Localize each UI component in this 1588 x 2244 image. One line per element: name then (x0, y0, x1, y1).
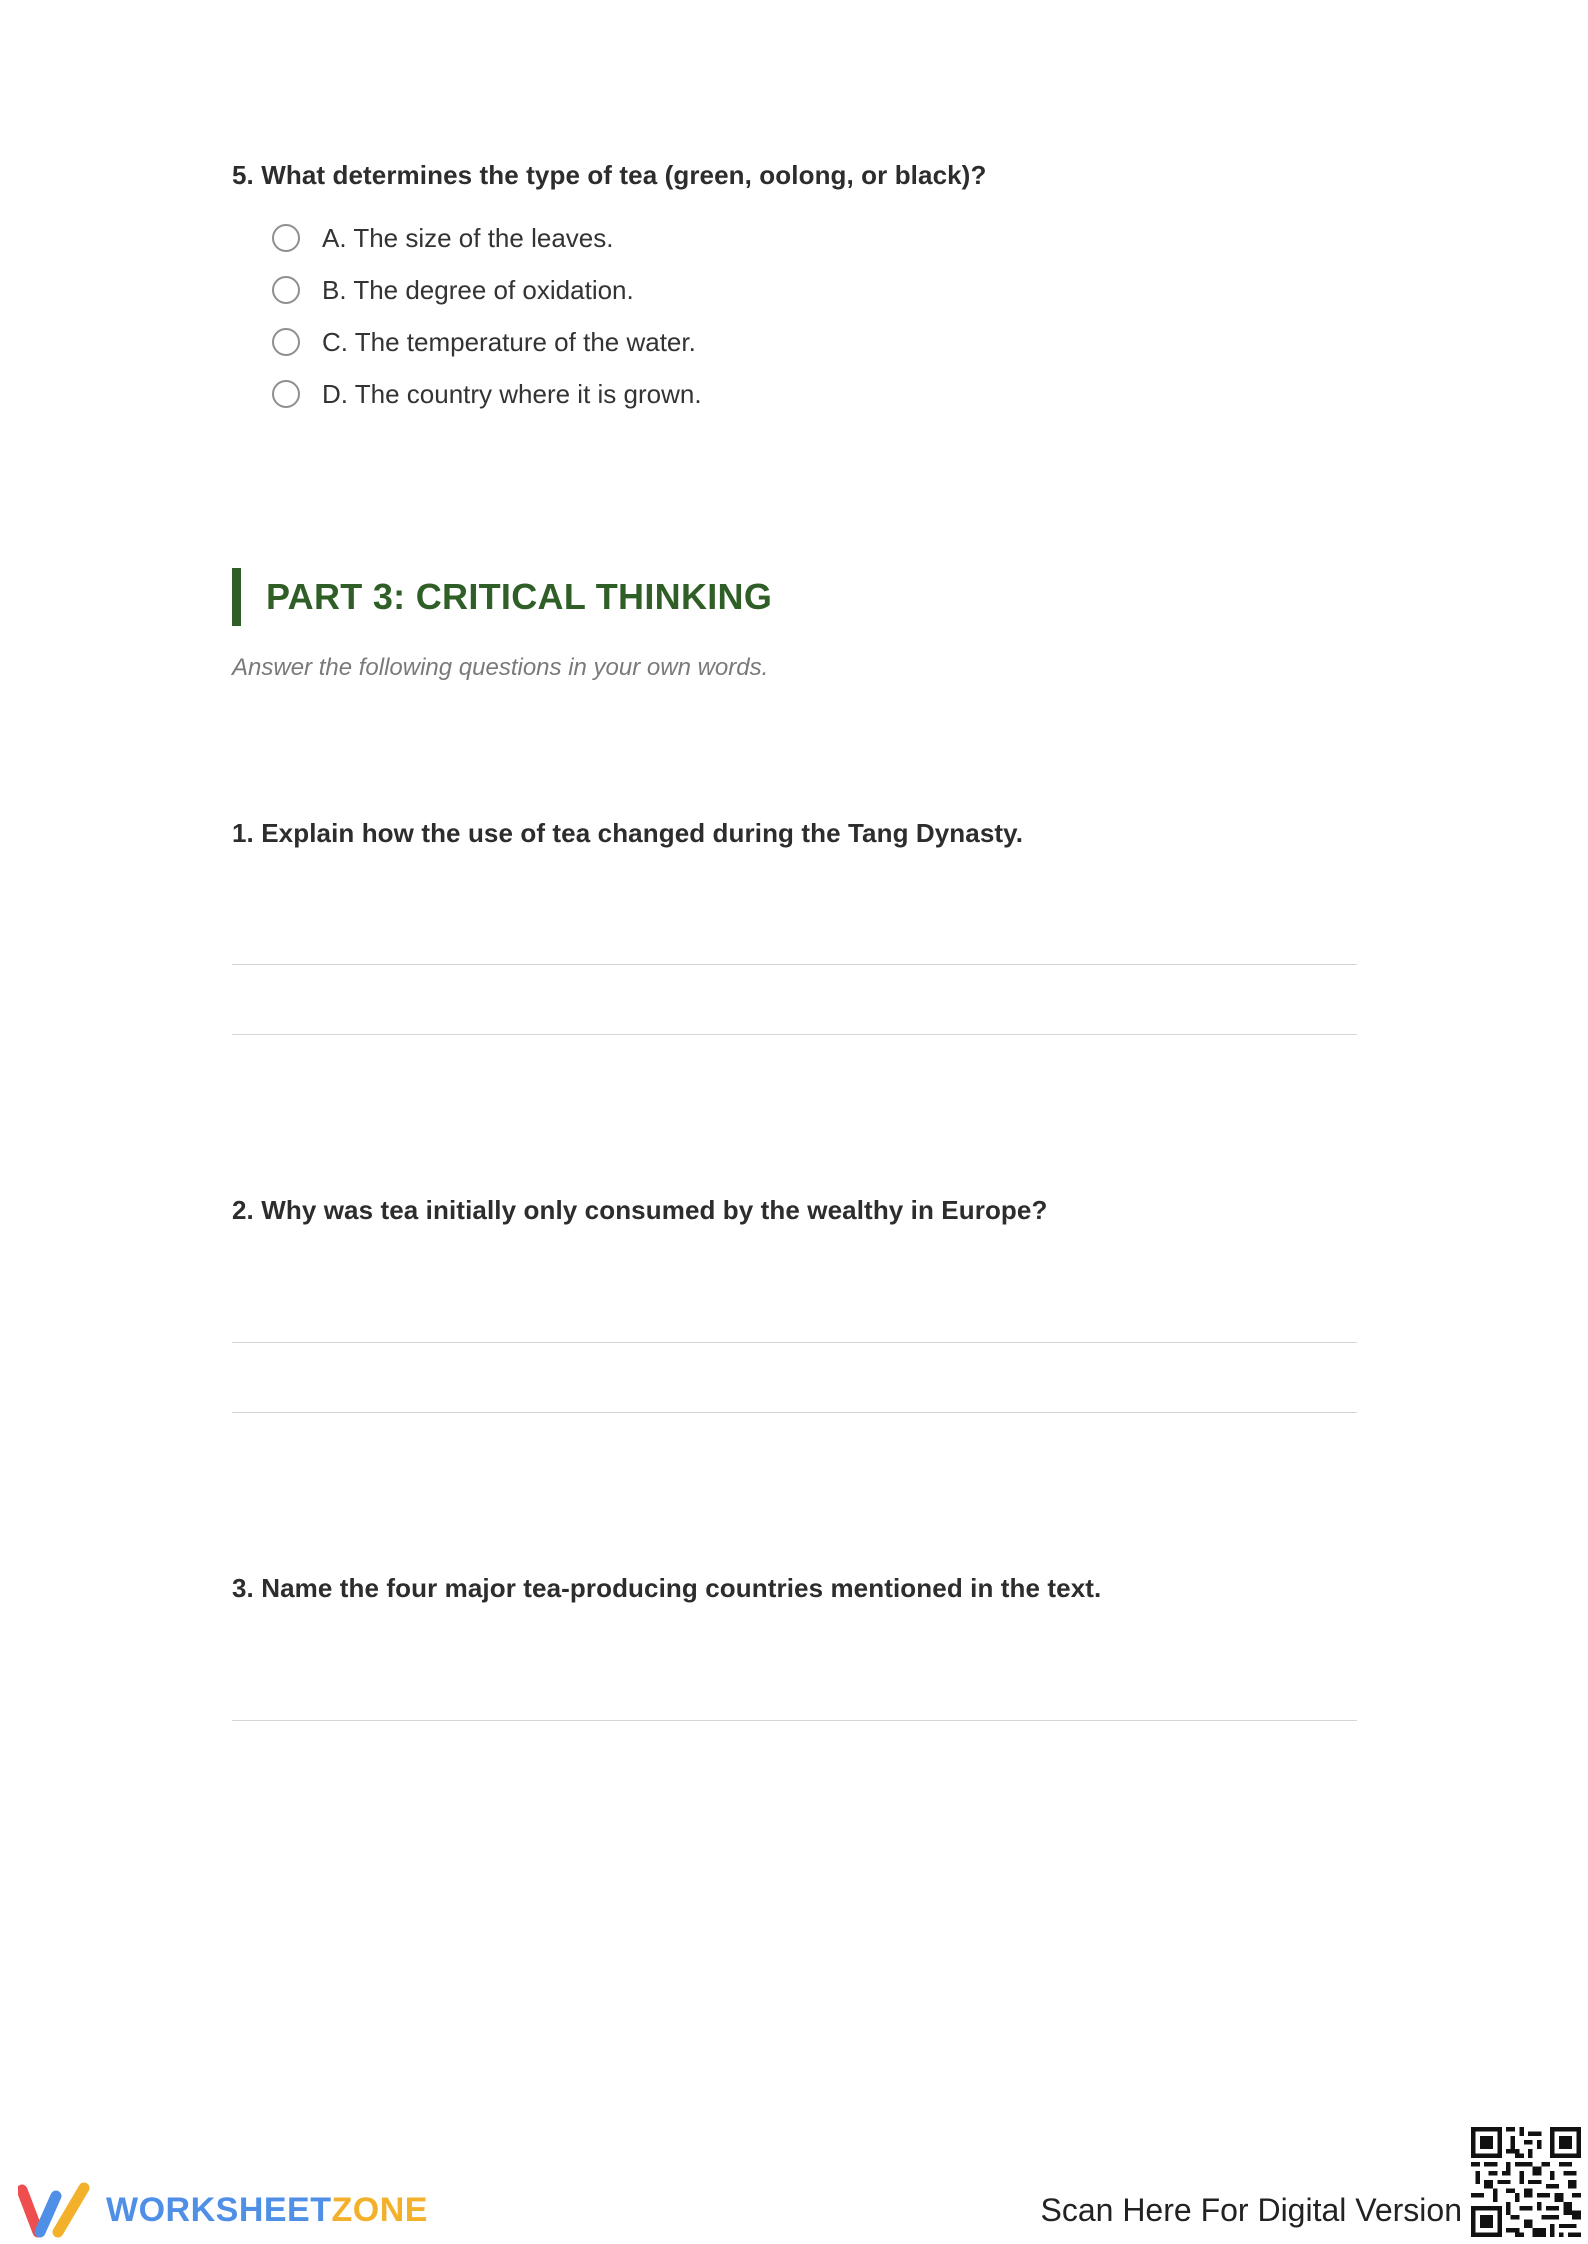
option-b[interactable] (272, 264, 702, 316)
answer-line[interactable] (232, 1034, 1357, 1035)
question-2-title: 2. Why was tea initially only consumed by the wealthy in Europe? (232, 1195, 1048, 1225)
section-accent-bar (232, 568, 241, 626)
option-label: A. The size of the leaves. (322, 222, 614, 253)
option-label: B. The degree of oxidation. (322, 274, 634, 305)
question-3-title: 3. Name the four major tea-producing countries mentioned in the text. (232, 1573, 1102, 1603)
answer-line[interactable] (232, 1412, 1357, 1413)
logo-text-zone: ZONE (331, 2190, 428, 2229)
section-title: PART 3: CRITICAL THINKING (266, 576, 773, 617)
option-d[interactable] (272, 368, 702, 420)
section-heading (232, 568, 772, 626)
worksheetzone-logo (18, 2182, 428, 2238)
qr-code-icon[interactable] (1471, 2127, 1581, 2237)
answer-line[interactable] (232, 964, 1357, 965)
option-label: C. The temperature of the water. (322, 326, 696, 357)
logo-w-icon (18, 2182, 92, 2238)
question-1-title: 1. Explain how the use of tea changed during the Tang Dynasty. (232, 818, 1024, 848)
radio-button-icon[interactable] (272, 328, 300, 356)
logo-text-worksheet: WORKSHEET (106, 2190, 332, 2229)
option-c[interactable] (272, 316, 702, 368)
answer-line[interactable] (232, 1342, 1357, 1343)
radio-button-icon[interactable] (272, 380, 300, 408)
radio-button-icon[interactable] (272, 276, 300, 304)
radio-button-icon[interactable] (272, 224, 300, 252)
question-5-title: 5. What determines the type of tea (green, oolong, or black)? (232, 160, 987, 190)
answer-options (272, 212, 702, 420)
option-label: D. The country where it is grown. (322, 378, 702, 409)
section-instruction: Answer the following questions in your own words. (232, 654, 769, 681)
option-a[interactable] (272, 212, 702, 264)
answer-line[interactable] (232, 1720, 1357, 1721)
scan-here-text: Scan Here For Digital Version (1040, 2192, 1462, 2228)
logo-text (106, 2191, 428, 2230)
